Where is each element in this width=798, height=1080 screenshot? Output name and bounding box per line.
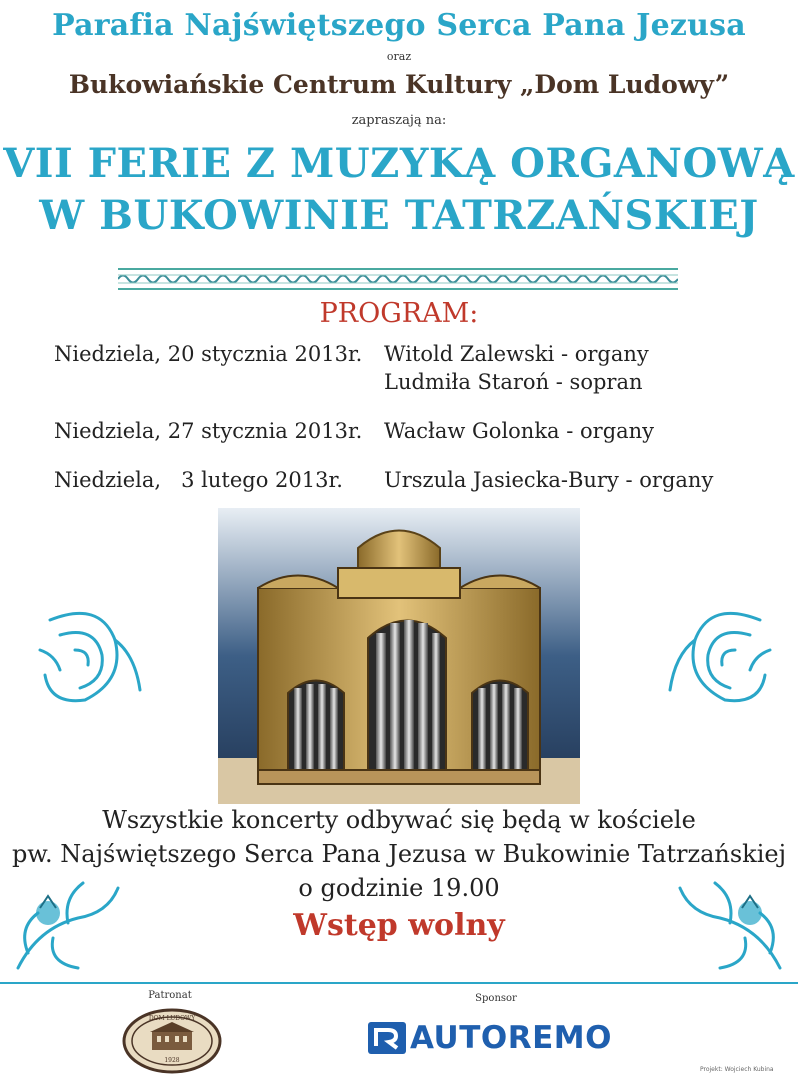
seal-year: 1928 xyxy=(164,1057,180,1064)
ornament-thistle-left-icon xyxy=(8,868,128,980)
free-entry-text: Wstęp wolny xyxy=(293,908,505,943)
culture-center-title: Bukowiańskie Centrum Kultury „Dom Ludowy” xyxy=(68,70,730,99)
info-line-2: pw. Najświętszego Serca Pana Jezusa w Bukowinie Tatrzańskiej xyxy=(11,840,787,868)
autoremo-logo-icon xyxy=(368,1018,628,1058)
footer-divider xyxy=(0,982,798,984)
oraz-text: oraz xyxy=(386,50,412,63)
patronat-label: Patronat xyxy=(148,990,192,1001)
seal-text: DOM LUDOWY xyxy=(148,1015,196,1022)
program-heading: PROGRAM: xyxy=(319,298,479,329)
design-credit: Projekt: Wojciech Kubina xyxy=(700,1066,774,1073)
program-performer: Wacław Golonka - organy xyxy=(384,419,655,443)
event-title-line2: W BUKOWINIE TATRZAŃSKIEJ xyxy=(39,192,759,239)
ornament-bird-left-icon xyxy=(30,600,150,710)
ornament-thistle-right-icon xyxy=(670,868,790,980)
sponsor-label: Sponsor xyxy=(475,993,517,1004)
program-entry xyxy=(0,419,798,449)
sponsor-name: AUTOREMO xyxy=(410,1020,612,1056)
program-date: Niedziela, 3 lutego 2013r. xyxy=(54,468,343,492)
info-line-1: Wszystkie koncerty odbywać się będą w kościele xyxy=(102,806,696,834)
program-performer: Ludmiła Staroń - sopran xyxy=(384,370,643,394)
info-time: o godzinie 19.00 xyxy=(298,874,500,902)
invite-text: zapraszają na: xyxy=(351,113,447,128)
program-date: Niedziela, 20 stycznia 2013r. xyxy=(54,342,363,366)
program-entry xyxy=(0,468,798,498)
program-performer: Witold Zalewski - organy xyxy=(384,342,649,366)
dom-ludowy-seal-icon xyxy=(122,1008,222,1074)
decorative-band-icon xyxy=(118,268,678,290)
program-date: Niedziela, 27 stycznia 2013r. xyxy=(54,419,363,443)
event-title-line1: VII FERIE Z MUZYKĄ ORGANOWĄ xyxy=(3,140,795,187)
pipe-organ-illustration xyxy=(218,508,580,804)
ornament-bird-right-icon xyxy=(660,600,780,710)
autoremo-mark-icon xyxy=(368,1022,406,1054)
parish-title: Parafia Najświętszego Serca Pana Jezusa xyxy=(52,8,746,43)
program-entry xyxy=(0,342,798,402)
program-performer: Urszula Jasiecka-Bury - organy xyxy=(384,468,714,492)
